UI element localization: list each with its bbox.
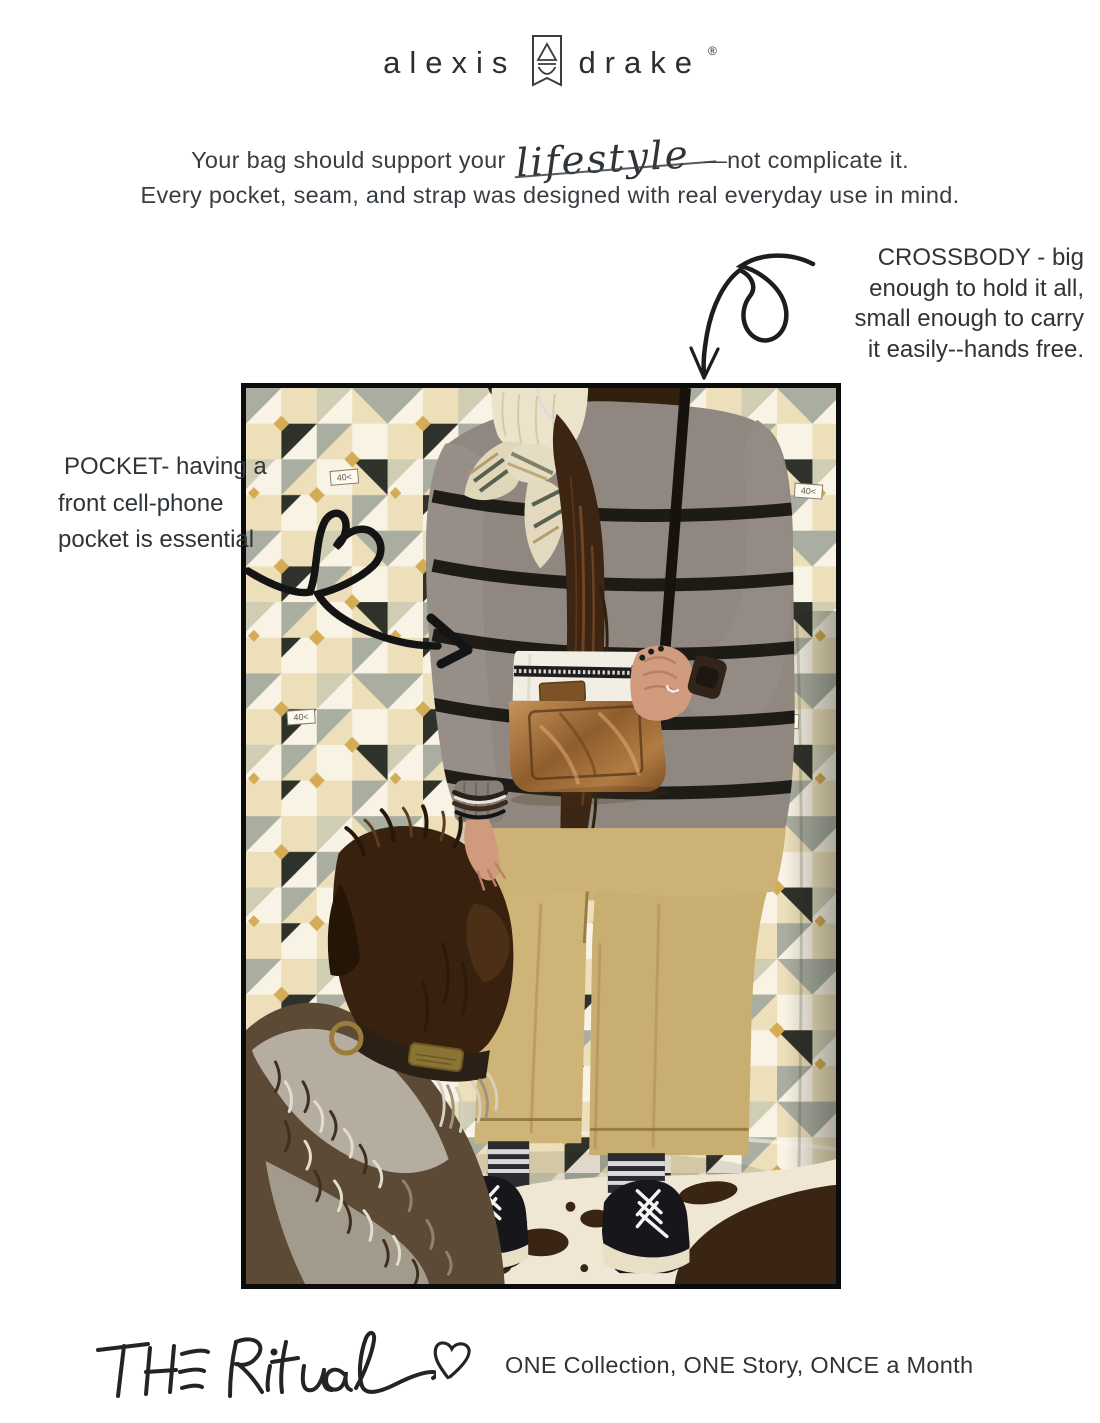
bracelets bbox=[454, 780, 505, 822]
brand-word-right: drake bbox=[578, 45, 701, 80]
registered-mark: ® bbox=[707, 44, 717, 58]
wallpaper-tag-label: 40< bbox=[293, 711, 309, 723]
brand-word-left: alexis bbox=[383, 45, 517, 80]
crossbody-line: CROSSBODY - big bbox=[877, 244, 1084, 271]
wallpaper-tag-label: 40< bbox=[336, 471, 353, 483]
crossbody-line: enough to hold it all, bbox=[869, 274, 1084, 302]
tagline-line1-prefix: Your bag should support your bbox=[191, 147, 506, 173]
pocket-line: front cell-phone bbox=[58, 489, 224, 517]
pocket-line: pocket is essential bbox=[58, 526, 255, 553]
brand-logo bbox=[0, 34, 1100, 92]
the-ritual-script bbox=[86, 1328, 436, 1413]
pennant-monogram-icon bbox=[529, 34, 565, 92]
khaki-pants bbox=[474, 828, 786, 1155]
pocket-line: POCKET- having a bbox=[64, 453, 267, 480]
crossbody-line: small enough to carry bbox=[854, 305, 1084, 332]
crossbody-line: it easily--hands free. bbox=[867, 335, 1084, 363]
crossbody-annotation bbox=[796, 243, 1084, 365]
footer-message: ONE Collection, ONE Story, ONCE a Month bbox=[505, 1352, 974, 1378]
wallpaper-tag-label: 40< bbox=[800, 485, 817, 497]
footer-heart-icon bbox=[430, 1338, 474, 1386]
footer-heart-text bbox=[0, 0, 1, 1]
heart-arrow-icon bbox=[240, 495, 480, 675]
tagline-line1-suffix: —not complicate it. bbox=[703, 147, 909, 173]
curly-arrow-icon bbox=[680, 248, 825, 388]
tagline-line1 bbox=[0, 132, 1100, 187]
bag-label-patch bbox=[539, 681, 585, 703]
tagline-line2: Every pocket, seam, and strap was designed with real everyday use in mind. bbox=[140, 182, 960, 208]
tagline bbox=[0, 132, 1100, 213]
ritual-script-text bbox=[0, 0, 1, 1]
lifestyle-script: lifestyle bbox=[514, 132, 691, 187]
